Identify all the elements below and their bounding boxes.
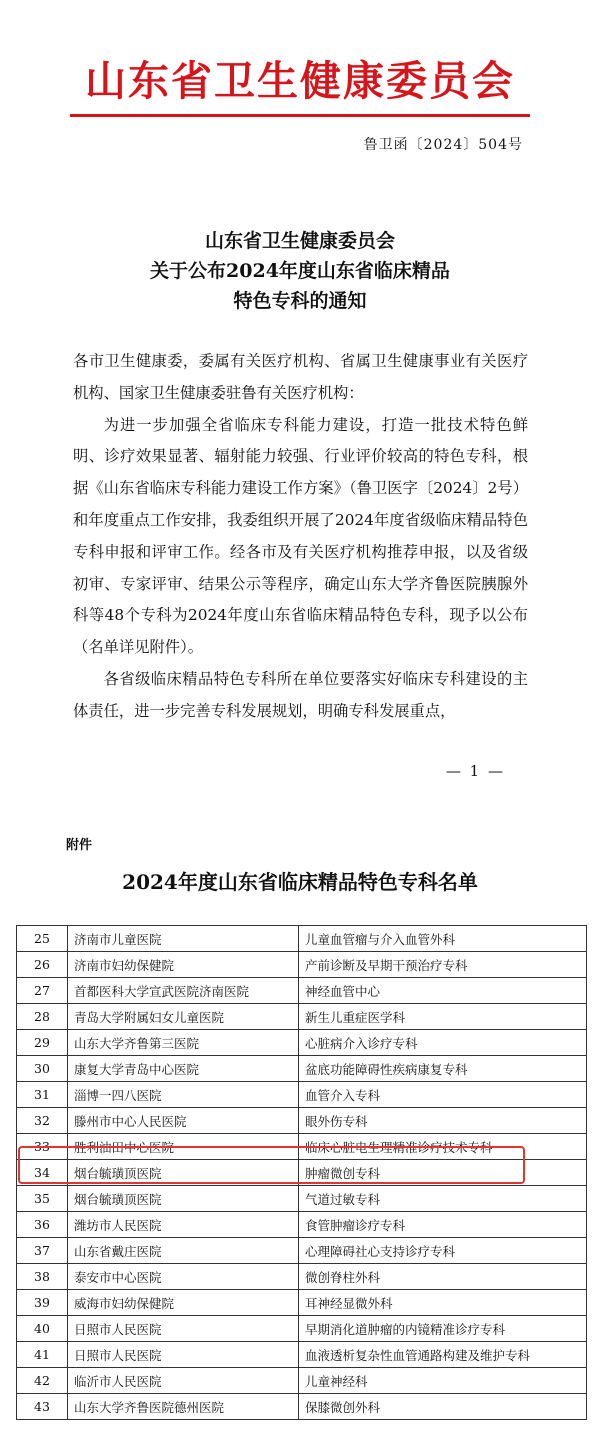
- specialty-name: 临床心脏电生理精准诊疗技术专科: [299, 1134, 587, 1160]
- table-row: [17, 1264, 587, 1290]
- row-number: 40: [17, 1316, 68, 1342]
- specialty-name: 儿童血管瘤与介入血管外科: [299, 926, 587, 952]
- hospital-name: 青岛大学附属妇女儿童医院: [68, 1004, 299, 1030]
- table-row: [17, 926, 587, 952]
- table-row: [17, 1186, 587, 1212]
- row-number: 26: [17, 952, 68, 978]
- table-row: [17, 1290, 587, 1316]
- row-number: 35: [17, 1186, 68, 1212]
- list-title: 2024年度山东省临床精品特色专科名单: [122, 870, 478, 894]
- row-number: 30: [17, 1056, 68, 1082]
- specialty-name: 肿瘤微创专科: [299, 1160, 587, 1186]
- row-number: 36: [17, 1212, 68, 1238]
- row-number: 42: [17, 1368, 68, 1394]
- hospital-name: 淄博一四八医院: [68, 1082, 299, 1108]
- hospital-name: 滕州市中心人民医院: [68, 1108, 299, 1134]
- document-number: 鲁卫函〔2024〕504号: [363, 137, 523, 153]
- title-line-1: 山东省卫生健康委员会: [204, 230, 395, 252]
- hospital-name: 康复大学青岛中心医院: [68, 1056, 299, 1082]
- specialty-name: 血液透析复杂性血管通路构建及维护专科: [299, 1342, 587, 1368]
- row-number: 32: [17, 1108, 68, 1134]
- specialty-name: 新生儿重症医学科: [299, 1004, 587, 1030]
- table-row: [17, 1004, 587, 1030]
- hospital-name: 山东大学齐鲁医院德州医院: [68, 1394, 299, 1420]
- page-number: — 1 —: [445, 762, 505, 780]
- notice-title: [0, 226, 600, 316]
- table-row: [17, 1030, 587, 1056]
- specialty-name: 心理障碍社心支持诊疗专科: [299, 1238, 587, 1264]
- title-line-2: 关于公布2024年度山东省临床精品: [150, 260, 450, 282]
- row-number: 33: [17, 1134, 68, 1160]
- hospital-name: 山东大学齐鲁第三医院: [68, 1030, 299, 1056]
- hospital-name: 日照市人民医院: [68, 1316, 299, 1342]
- hospital-name: 济南市儿童医院: [68, 926, 299, 952]
- table-row: [17, 1108, 587, 1134]
- row-number: 39: [17, 1290, 68, 1316]
- attachment-label: 附件: [66, 838, 93, 853]
- specialty-name: 耳神经显微外科: [299, 1290, 587, 1316]
- hospital-name: 烟台毓璜顶医院: [68, 1160, 299, 1186]
- highlight-box: [18, 1146, 525, 1184]
- hospital-name: 潍坊市人民医院: [68, 1212, 299, 1238]
- letterhead-title: 山东省卫生健康委员会: [85, 57, 515, 105]
- row-number: 29: [17, 1030, 68, 1056]
- hospital-name: 济南市妇幼保健院: [68, 952, 299, 978]
- specialty-name: 心脏病介入诊疗专科: [299, 1030, 587, 1056]
- hospital-name: 烟台毓璜顶医院: [68, 1186, 299, 1212]
- hospital-name: 胜利油田中心医院: [68, 1134, 299, 1160]
- table-row: [17, 1368, 587, 1394]
- specialty-name: 儿童神经科: [299, 1368, 587, 1394]
- row-number: 43: [17, 1394, 68, 1420]
- table-row: [17, 1238, 587, 1264]
- hospital-name: 日照市人民医院: [68, 1342, 299, 1368]
- hospital-name: 威海市妇幼保健院: [68, 1290, 299, 1316]
- specialty-name: 早期消化道肿瘤的内镜精准诊疗专科: [299, 1316, 587, 1342]
- row-number: 31: [17, 1082, 68, 1108]
- addressee: 各市卫生健康委，委属有关医疗机构、省属卫生健康事业有关医疗机构、国家卫生健康委驻鲁有关医疗机构：: [73, 352, 528, 402]
- table-row: [17, 1212, 587, 1238]
- table-row: [17, 1082, 587, 1108]
- row-number: 34: [17, 1160, 68, 1186]
- hospital-name: 临沂市人民医院: [68, 1368, 299, 1394]
- table-row: [17, 1394, 587, 1420]
- specialty-name: 气道过敏专科: [299, 1186, 587, 1212]
- specialty-name: 食管肿瘤诊疗专科: [299, 1212, 587, 1238]
- red-divider: [70, 114, 530, 117]
- row-number: 25: [17, 926, 68, 952]
- row-number: 41: [17, 1342, 68, 1368]
- specialty-name: 血管介入专科: [299, 1082, 587, 1108]
- hospital-name: 首都医科大学宣武医院济南医院: [68, 978, 299, 1004]
- row-number: 28: [17, 1004, 68, 1030]
- table-row: [17, 1342, 587, 1368]
- paragraph-1: 为进一步加强全省临床专科能力建设，打造一批技术特色鲜明、诊疗效果显著、辐射能力较强、行业评价较高的特色专科，根据《山东省临床专科能力建设工作方案》（鲁卫医字〔2024〕2号）和年度重点工作安排，我委组织开展了2024年度省级临床精品特色专科申报和评审工作。经各市及有关医疗机构推荐申报，以及省级初审、专家评审、结果公示等程序，确定山东大学齐鲁医院胰腺外科等48个专科为2024年度山东省临床精品特色专科，现予以公布（名单详见附件）。: [73, 415, 528, 657]
- row-number: 37: [17, 1238, 68, 1264]
- table-row: [17, 978, 587, 1004]
- table-row: [17, 1056, 587, 1082]
- specialty-name: 保膝微创外科: [299, 1394, 587, 1420]
- title-line-3: 特色专科的通知: [233, 290, 367, 312]
- specialty-name: 眼外伤专科: [299, 1108, 587, 1134]
- specialty-name: 产前诊断及早期干预治疗专科: [299, 952, 587, 978]
- hospital-name: 泰安市中心医院: [68, 1264, 299, 1290]
- notice-body: [73, 346, 528, 728]
- specialty-name: 盆底功能障碍性疾病康复专科: [299, 1056, 587, 1082]
- hospital-name: 山东省戴庄医院: [68, 1238, 299, 1264]
- specialty-name: 神经血管中心: [299, 978, 587, 1004]
- specialty-name: 微创脊柱外科: [299, 1264, 587, 1290]
- row-number: 38: [17, 1264, 68, 1290]
- table-row: [17, 952, 587, 978]
- table-row: [17, 1316, 587, 1342]
- paragraph-2: 各省级临床精品特色专科所在单位要落实好临床专科建设的主体责任，进一步完善专科发展规划，明确专科发展重点，: [73, 669, 528, 720]
- row-number: 27: [17, 978, 68, 1004]
